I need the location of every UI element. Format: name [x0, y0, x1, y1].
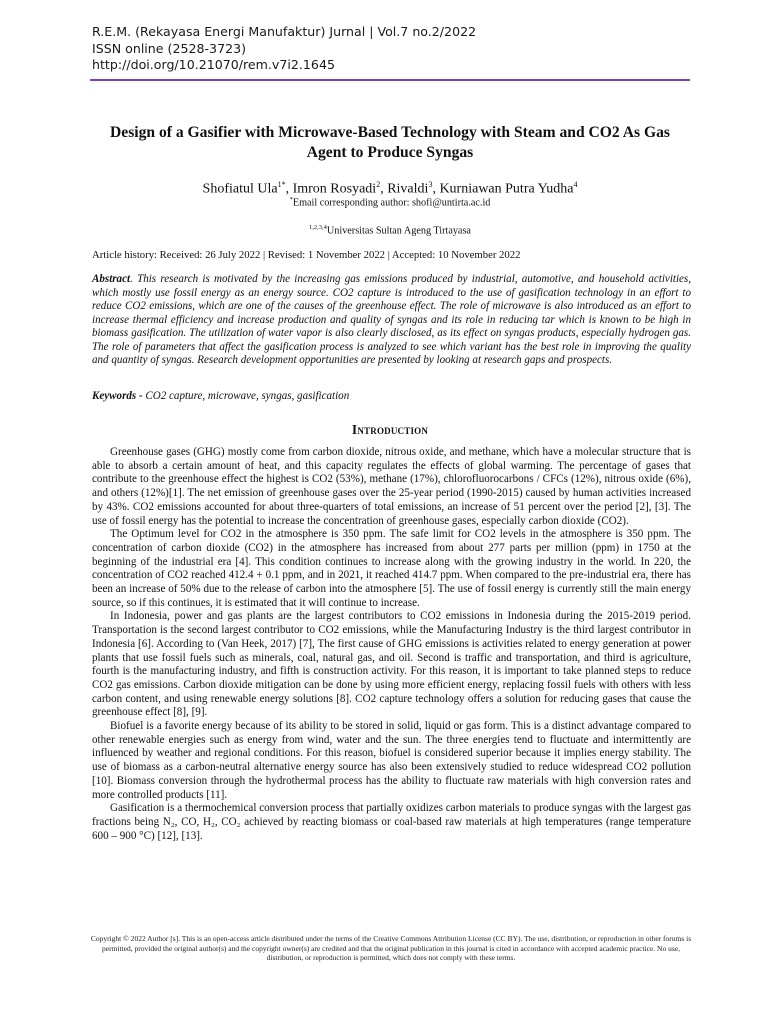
- affiliation-name: Universitas Sultan Ageng Tirtayasa: [326, 225, 471, 237]
- author-separator: ,: [432, 181, 440, 197]
- issn-line: ISSN online (2528-3723): [92, 40, 247, 56]
- affiliation-mark: 1,2,3,4: [309, 224, 327, 231]
- keywords-label: Keywords -: [92, 390, 146, 402]
- paper-title: Design of a Gasifier with Microwave-Based Technology with Steam and CO2 As Gas Agent to Produce Syngas: [110, 124, 670, 161]
- author-affil-mark: 2: [376, 180, 381, 189]
- email-text: Email corresponding author: shofi@untirta.ac.id: [292, 197, 491, 209]
- abstract-label: Abstract: [92, 273, 131, 285]
- copyright-footer: Copyright © 2022 Author [s]. This is an open-access article distributed under the terms of the Creative Commons Attribution License (CC BY). The use, distribution, or reproduction in other forums is permitted, provided the original author(s) and the copyright owner(s) are credited and that the original publication in this journal is cited in accordance with accepted academic practice. No use, distribution, or reproduction is permitted, which does not comply with these terms.: [90, 934, 692, 963]
- abstract-text: . This research is motivated by the increasing gas emissions produced by industrial, automotive, and household activities, which mostly use fossil energy as an energy source. CO2 capture is introduced to the use of gasification technology in an effort to reduce CO2 emissions, which are one of the causes of the greenhouse effect. The role of microwave is also introduced as an effort to increase thermal efficiency and increase production and quality of syngas and its role in reducing tar which is known to be high in biomass gasification. The utilization of water vapor is also clearly disclosed, as its effect on syngas products, especially hydrogen gas. The role of parameters that affect the gasification process is analyzed to see which variant has the best role in improving the quality and quantity of syngas. Research development opportunities are presented by looking at research gaps and prospects.: [92, 273, 691, 366]
- body-paragraph: The Optimum level for CO2 in the atmosphere is 350 ppm. The safe limit for CO2 levels in the atmosphere is 350 ppm. The concentration of carbon dioxide (CO2) in the atmosphere has increased from about 277 parts per million (ppm) in 1750 at the beginning of the industrial era [4]. This condition continues to increase along with the growing industry in the world. In 220, the concentration of CO2 reached 412.4 + 0.1 ppm, and in 2021, it reached 414.7 ppm. When compared to the pre-industrial era, there has been an increase of 50% due to the release of carbon into the atmosphere [5]. The use of fossil energy is currently still the main energy source, so if this continues, it is estimated that it will continue to increase.: [92, 528, 691, 609]
- body-paragraph: In Indonesia, power and gas plants are the largest contributors to CO2 emissions in Indonesia during the 2015-2019 period. Transportation is the second largest contributor to CO2 emissions, while the Manufacturing Industry is the third largest contributor in Indonesia [6]. According to (Van Heek, 2017) [7], The first cause of GHG emissions is activities related to energy generation at power plants that use fossil fuels such as minerals, coal, natural gas, and oil. Second is traffic and transportation, and third is agriculture, fourth is the manufacturing industry, and fifth is construction activity. For this reason, it is important to take planned steps to reduce CO2 gas emissions. Carbon dioxide mitigation can be done by using more efficient energy, replacing fossil fuels with others with less carbon content, and using renewable energy solutions [8]. CO2 capture technology offers a solution for reducing gases that cause the greenhouse effect [8], [9].: [92, 610, 691, 719]
- introduction-body: [92, 446, 691, 843]
- corresponding-email: [90, 193, 690, 209]
- affiliation: [90, 221, 690, 237]
- body-paragraph: Gasification is a thermochemical conversion process that partially oxidizes carbon materials to produce syngas with the largest gas fractions being N₂, CO, H₂, CO₂ achieved by reacting biomass or coal-based raw materials at high temperatures (range temperature 600 – 900 °C) [12], [13].: [92, 802, 691, 842]
- header-divider: [90, 79, 690, 81]
- author-name: Rivaldi: [387, 181, 429, 197]
- email-mark: *: [289, 196, 293, 203]
- author-affil-mark: 3: [428, 180, 433, 189]
- section-heading-introduction: Introduction: [351, 422, 429, 437]
- abstract: [92, 273, 691, 368]
- author-name: Kurniawan Putra Yudha: [439, 181, 574, 197]
- author-separator: ,: [380, 181, 388, 197]
- author-separator: ,: [285, 181, 293, 197]
- journal-header: [92, 24, 476, 74]
- author-affil-mark: 4: [573, 180, 578, 189]
- author-name: Shofiatul Ula: [202, 181, 278, 197]
- journal-name: R.E.M. (Rekayasa Energi Manufaktur) Jurnal | Vol.7 no.2/2022: [92, 24, 477, 39]
- author-name: Imron Rosyadi: [292, 181, 377, 197]
- keywords: [92, 389, 691, 403]
- doi-link[interactable]: http://doi.org/10.21070/rem.v7i2.1645: [92, 57, 335, 72]
- body-paragraph: Greenhouse gases (GHG) mostly come from carbon dioxide, nitrous oxide, and methane, which have a molecular structure that is able to absorb a certain amount of heat, and this capacity regulates the effects of global warming. The percentage of gases that contribute to the greenhouse effect the highest is CO2 (53%), methane (17%), chlorofluorocarbons / CFCs (12%), nitrous oxide (6%), and others (12%)[1]. The net emission of greenhouse gases over the 25-year period (1990-2015) caused by human activities increased by 43%. CO2 emissions accounted for about three-quarters of total emissions, an increase of 51 percent over the period [2], [3]. The use of fossil energy has the potential to increase the concentration of greenhouse gases, especially carbon dioxide (CO2).: [92, 446, 691, 527]
- article-history: Article history: Received: 26 July 2022 | Revised: 1 November 2022 | Accepted: 10 November 2022: [92, 249, 521, 261]
- body-paragraph: Biofuel is a favorite energy because of its ability to be stored in solid, liquid or gas form. This is a distinct advantage compared to other renewable energies such as energy from wind, water and the sun. The three energies tend to fluctuate and intermittently are influenced by weather and regional conditions. For this reason, biofuel is considered superior because it implies energy stability. The use of biomass as a carbon-neutral alternative energy source has also been extensively studied to reduce widespread CO2 pollution [10]. Biomass conversion through the hydrothermal process has the ability to fluctuate raw materials with high conversion rates and more controlled products [11].: [92, 720, 691, 801]
- keywords-text: CO2 capture, microwave, syngas, gasification: [145, 390, 350, 402]
- author-affil-mark: 1*: [277, 180, 286, 189]
